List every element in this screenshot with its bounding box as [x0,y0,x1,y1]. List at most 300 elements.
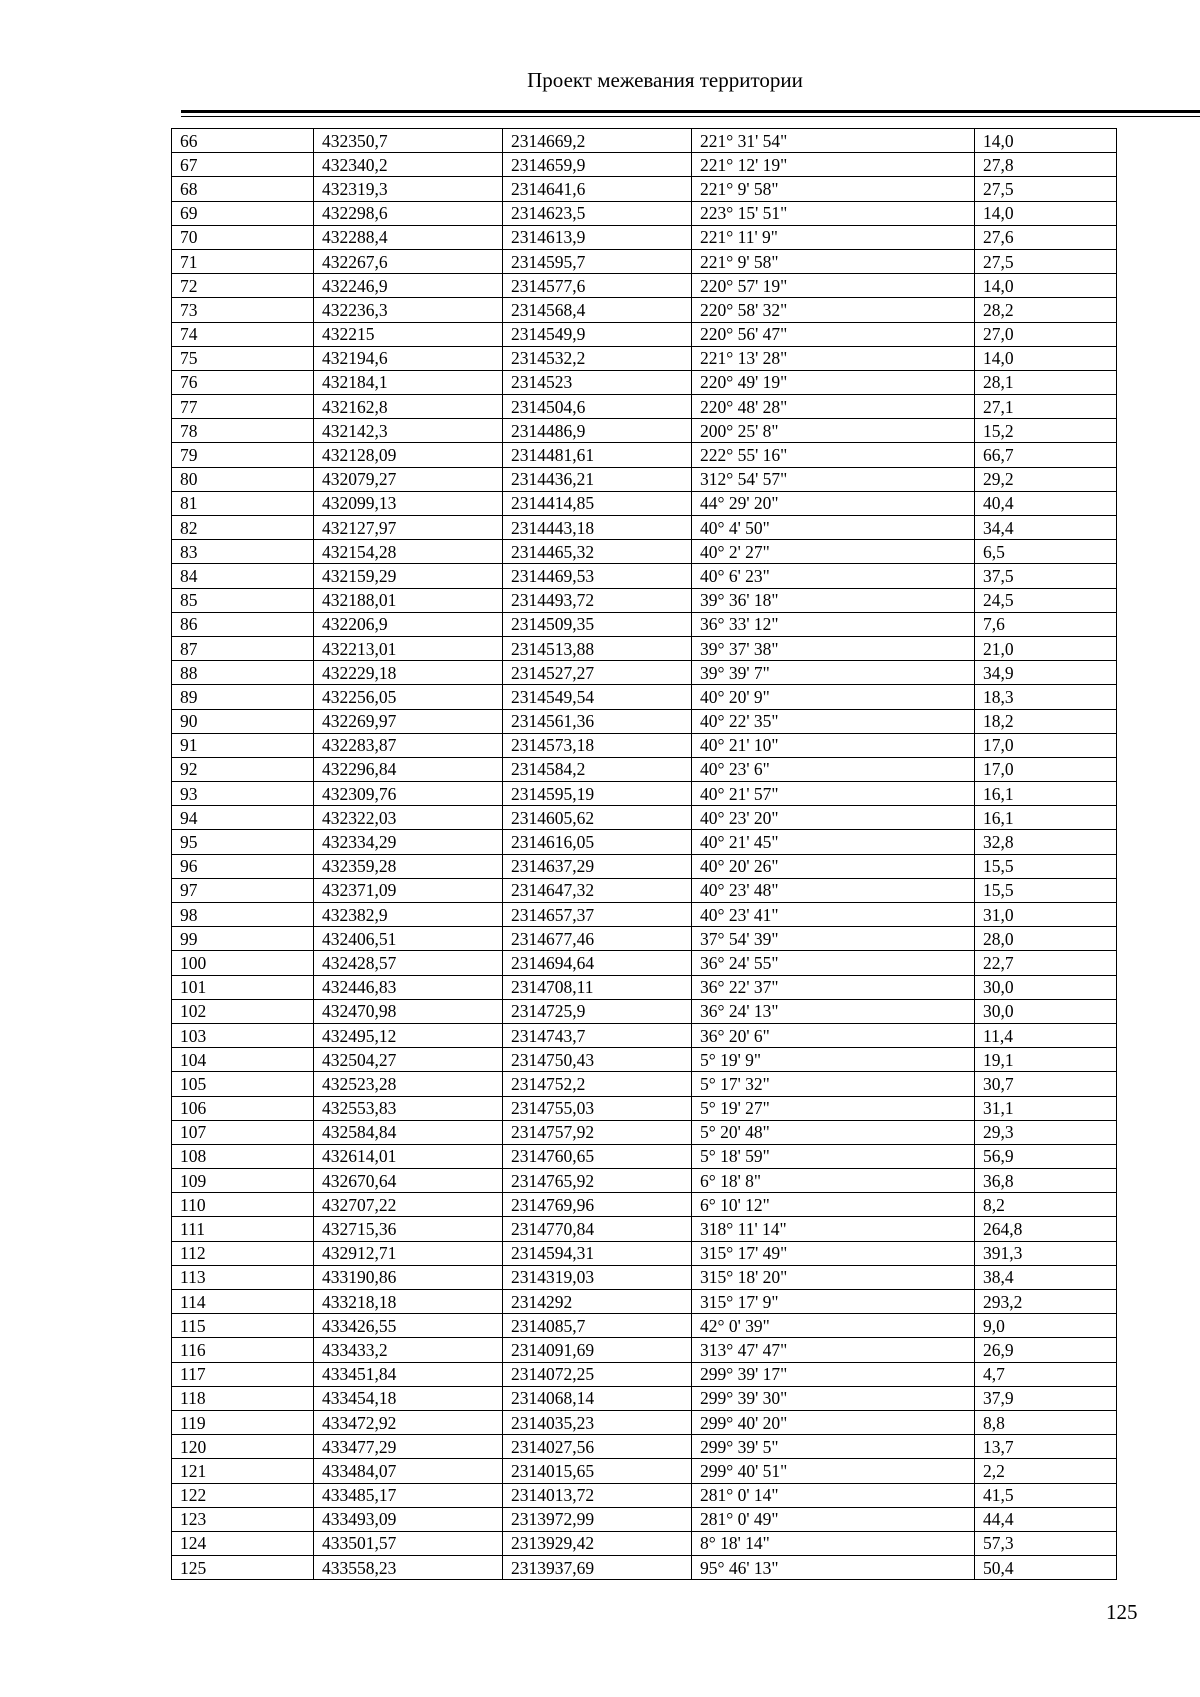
table-row [172,709,1117,733]
x-coordinate-cell: 433433,2 [314,1338,503,1362]
length-cell: 264,8 [975,1217,1117,1241]
direction-angle-cell: 39° 37' 38" [692,636,975,660]
point-number-cell: 107 [172,1120,314,1144]
y-coordinate-cell: 2314568,4 [503,298,692,322]
table-row [172,903,1117,927]
x-coordinate-cell: 432079,27 [314,467,503,491]
length-cell: 18,2 [975,709,1117,733]
table-row [172,1314,1117,1338]
direction-angle-cell: 36° 33' 12" [692,612,975,636]
x-coordinate-cell: 432229,18 [314,661,503,685]
point-number-cell: 122 [172,1483,314,1507]
table-row [172,1435,1117,1459]
x-coordinate-cell: 433501,57 [314,1531,503,1555]
table-row [172,370,1117,394]
page-header [0,68,1200,92]
length-cell: 11,4 [975,1023,1117,1047]
table-row [172,443,1117,467]
point-number-cell: 101 [172,975,314,999]
length-cell: 9,0 [975,1314,1117,1338]
point-number-cell: 83 [172,540,314,564]
direction-angle-cell: 5° 19' 27" [692,1096,975,1120]
x-coordinate-cell: 432283,87 [314,733,503,757]
point-number-cell: 114 [172,1290,314,1314]
table-row [172,757,1117,781]
point-number-cell: 90 [172,709,314,733]
y-coordinate-cell: 2314750,43 [503,1048,692,1072]
y-coordinate-cell: 2314708,11 [503,975,692,999]
y-coordinate-cell: 2314091,69 [503,1338,692,1362]
x-coordinate-cell: 433558,23 [314,1556,503,1580]
table-row [172,1144,1117,1168]
y-coordinate-cell: 2313972,99 [503,1507,692,1531]
length-cell: 6,5 [975,540,1117,564]
table-row [172,782,1117,806]
length-cell: 391,3 [975,1241,1117,1265]
length-cell: 34,9 [975,661,1117,685]
y-coordinate-cell: 2314637,29 [503,854,692,878]
x-coordinate-cell: 432194,6 [314,346,503,370]
direction-angle-cell: 315° 17' 49" [692,1241,975,1265]
length-cell: 50,4 [975,1556,1117,1580]
length-cell: 15,5 [975,878,1117,902]
direction-angle-cell: 299° 40' 51" [692,1459,975,1483]
direction-angle-cell: 36° 24' 13" [692,999,975,1023]
x-coordinate-cell: 432288,4 [314,225,503,249]
y-coordinate-cell: 2314594,31 [503,1241,692,1265]
length-cell: 8,8 [975,1410,1117,1434]
point-number-cell: 110 [172,1193,314,1217]
table-row [172,1023,1117,1047]
page-number: 125 [1106,1600,1138,1624]
table-row [172,975,1117,999]
point-number-cell: 123 [172,1507,314,1531]
table-row [172,830,1117,854]
length-cell: 4,7 [975,1362,1117,1386]
x-coordinate-cell: 432099,13 [314,491,503,515]
direction-angle-cell: 313° 47' 47" [692,1338,975,1362]
x-coordinate-cell: 433484,07 [314,1459,503,1483]
table-row [172,564,1117,588]
x-coordinate-cell: 433485,17 [314,1483,503,1507]
point-number-cell: 97 [172,878,314,902]
length-cell: 57,3 [975,1531,1117,1555]
y-coordinate-cell: 2314465,32 [503,540,692,564]
y-coordinate-cell: 2314573,18 [503,733,692,757]
table-row [172,540,1117,564]
point-number-cell: 118 [172,1386,314,1410]
x-coordinate-cell: 432267,6 [314,249,503,273]
direction-angle-cell: 220° 56' 47" [692,322,975,346]
x-coordinate-cell: 432406,51 [314,927,503,951]
length-cell: 21,0 [975,636,1117,660]
y-coordinate-cell: 2314072,25 [503,1362,692,1386]
table-row [172,612,1117,636]
y-coordinate-cell: 2313937,69 [503,1556,692,1580]
y-coordinate-cell: 2314757,92 [503,1120,692,1144]
length-cell: 15,5 [975,854,1117,878]
length-cell: 293,2 [975,1290,1117,1314]
direction-angle-cell: 315° 17' 9" [692,1290,975,1314]
point-number-cell: 100 [172,951,314,975]
direction-angle-cell: 40° 22' 35" [692,709,975,733]
point-number-cell: 112 [172,1241,314,1265]
length-cell: 30,0 [975,999,1117,1023]
direction-angle-cell: 40° 2' 27" [692,540,975,564]
point-number-cell: 98 [172,903,314,927]
table-row [172,854,1117,878]
direction-angle-cell: 44° 29' 20" [692,491,975,515]
point-number-cell: 75 [172,346,314,370]
header-rule-thin [181,116,1200,117]
y-coordinate-cell: 2314765,92 [503,1169,692,1193]
point-number-cell: 121 [172,1459,314,1483]
table-row [172,298,1117,322]
x-coordinate-cell: 433190,86 [314,1265,503,1289]
length-cell: 14,0 [975,274,1117,298]
length-cell: 27,5 [975,249,1117,273]
point-number-cell: 94 [172,806,314,830]
point-number-cell: 71 [172,249,314,273]
y-coordinate-cell: 2314493,72 [503,588,692,612]
table-row [172,1096,1117,1120]
length-cell: 14,0 [975,129,1117,153]
point-number-cell: 68 [172,177,314,201]
x-coordinate-cell: 432213,01 [314,636,503,660]
y-coordinate-cell: 2314669,2 [503,129,692,153]
table-row [172,1507,1117,1531]
length-cell: 32,8 [975,830,1117,854]
x-coordinate-cell: 432298,6 [314,201,503,225]
x-coordinate-cell: 432142,3 [314,419,503,443]
direction-angle-cell: 36° 24' 55" [692,951,975,975]
direction-angle-cell: 223° 15' 51" [692,201,975,225]
direction-angle-cell: 42° 0' 39" [692,1314,975,1338]
point-number-cell: 74 [172,322,314,346]
direction-angle-cell: 221° 11' 9" [692,225,975,249]
length-cell: 66,7 [975,443,1117,467]
point-number-cell: 73 [172,298,314,322]
direction-angle-cell: 40° 4' 50" [692,516,975,540]
y-coordinate-cell: 2314436,21 [503,467,692,491]
table-row [172,1193,1117,1217]
point-number-cell: 84 [172,564,314,588]
direction-angle-cell: 299° 39' 30" [692,1386,975,1410]
x-coordinate-cell: 432670,64 [314,1169,503,1193]
y-coordinate-cell: 2314561,36 [503,709,692,733]
direction-angle-cell: 40° 21' 57" [692,782,975,806]
y-coordinate-cell: 2314085,7 [503,1314,692,1338]
direction-angle-cell: 221° 31' 54" [692,129,975,153]
length-cell: 36,8 [975,1169,1117,1193]
x-coordinate-cell: 433472,92 [314,1410,503,1434]
header-rule-thick [181,110,1200,113]
table-row [172,661,1117,685]
direction-angle-cell: 299° 39' 17" [692,1362,975,1386]
table-row [172,878,1117,902]
y-coordinate-cell: 2314647,32 [503,878,692,902]
y-coordinate-cell: 2314319,03 [503,1265,692,1289]
length-cell: 13,7 [975,1435,1117,1459]
length-cell: 27,1 [975,395,1117,419]
x-coordinate-cell: 432912,71 [314,1241,503,1265]
y-coordinate-cell: 2314657,37 [503,903,692,927]
table-row [172,685,1117,709]
point-number-cell: 82 [172,516,314,540]
length-cell: 14,0 [975,346,1117,370]
direction-angle-cell: 220° 58' 32" [692,298,975,322]
y-coordinate-cell: 2314035,23 [503,1410,692,1434]
length-cell: 22,7 [975,951,1117,975]
table-row [172,1483,1117,1507]
table-row [172,516,1117,540]
length-cell: 16,1 [975,806,1117,830]
point-number-cell: 76 [172,370,314,394]
x-coordinate-cell: 432188,01 [314,588,503,612]
table-row [172,1338,1117,1362]
y-coordinate-cell: 2314443,18 [503,516,692,540]
point-number-cell: 120 [172,1435,314,1459]
y-coordinate-cell: 2314013,72 [503,1483,692,1507]
length-cell: 27,0 [975,322,1117,346]
y-coordinate-cell: 2314752,2 [503,1072,692,1096]
length-cell: 29,2 [975,467,1117,491]
length-cell: 29,3 [975,1120,1117,1144]
table-row [172,1386,1117,1410]
length-cell: 37,5 [975,564,1117,588]
length-cell: 31,0 [975,903,1117,927]
direction-angle-cell: 40° 21' 45" [692,830,975,854]
direction-angle-cell: 40° 20' 9" [692,685,975,709]
x-coordinate-cell: 432553,83 [314,1096,503,1120]
point-number-cell: 86 [172,612,314,636]
x-coordinate-cell: 432206,9 [314,612,503,636]
direction-angle-cell: 40° 23' 6" [692,757,975,781]
table-row [172,467,1117,491]
table-row [172,225,1117,249]
x-coordinate-cell: 432584,84 [314,1120,503,1144]
direction-angle-cell: 220° 57' 19" [692,274,975,298]
length-cell: 41,5 [975,1483,1117,1507]
direction-angle-cell: 221° 9' 58" [692,177,975,201]
y-coordinate-cell: 2314623,5 [503,201,692,225]
point-number-cell: 89 [172,685,314,709]
length-cell: 19,1 [975,1048,1117,1072]
x-coordinate-cell: 432159,29 [314,564,503,588]
table-row [172,274,1117,298]
x-coordinate-cell: 432322,03 [314,806,503,830]
length-cell: 17,0 [975,757,1117,781]
table-row [172,1169,1117,1193]
point-number-cell: 99 [172,927,314,951]
length-cell: 27,6 [975,225,1117,249]
length-cell: 31,1 [975,1096,1117,1120]
table-row [172,1072,1117,1096]
x-coordinate-cell: 433218,18 [314,1290,503,1314]
y-coordinate-cell: 2314527,27 [503,661,692,685]
direction-angle-cell: 220° 49' 19" [692,370,975,394]
x-coordinate-cell: 432246,9 [314,274,503,298]
length-cell: 40,4 [975,491,1117,515]
length-cell: 27,5 [975,177,1117,201]
length-cell: 18,3 [975,685,1117,709]
y-coordinate-cell: 2314743,7 [503,1023,692,1047]
direction-angle-cell: 220° 48' 28" [692,395,975,419]
point-number-cell: 91 [172,733,314,757]
y-coordinate-cell: 2314769,96 [503,1193,692,1217]
y-coordinate-cell: 2314659,9 [503,153,692,177]
direction-angle-cell: 5° 20' 48" [692,1120,975,1144]
y-coordinate-cell: 2314755,03 [503,1096,692,1120]
x-coordinate-cell: 432707,22 [314,1193,503,1217]
x-coordinate-cell: 432495,12 [314,1023,503,1047]
length-cell: 37,9 [975,1386,1117,1410]
point-number-cell: 117 [172,1362,314,1386]
x-coordinate-cell: 433451,84 [314,1362,503,1386]
direction-angle-cell: 281° 0' 49" [692,1507,975,1531]
point-number-cell: 92 [172,757,314,781]
coordinates-table-body [172,129,1117,1580]
table-row [172,1290,1117,1314]
y-coordinate-cell: 2314549,9 [503,322,692,346]
y-coordinate-cell: 2314015,65 [503,1459,692,1483]
x-coordinate-cell: 432715,36 [314,1217,503,1241]
direction-angle-cell: 40° 6' 23" [692,564,975,588]
y-coordinate-cell: 2314605,62 [503,806,692,830]
x-coordinate-cell: 432296,84 [314,757,503,781]
length-cell: 15,2 [975,419,1117,443]
y-coordinate-cell: 2314595,7 [503,249,692,273]
y-coordinate-cell: 2314486,9 [503,419,692,443]
table-row [172,395,1117,419]
x-coordinate-cell: 432470,98 [314,999,503,1023]
direction-angle-cell: 40° 23' 41" [692,903,975,927]
direction-angle-cell: 39° 36' 18" [692,588,975,612]
point-number-cell: 113 [172,1265,314,1289]
table-row [172,1362,1117,1386]
point-number-cell: 70 [172,225,314,249]
y-coordinate-cell: 2314504,6 [503,395,692,419]
table-row [172,201,1117,225]
point-number-cell: 77 [172,395,314,419]
x-coordinate-cell: 433493,09 [314,1507,503,1531]
direction-angle-cell: 40° 21' 10" [692,733,975,757]
table-row [172,999,1117,1023]
table-row [172,1120,1117,1144]
length-cell: 34,4 [975,516,1117,540]
direction-angle-cell: 312° 54' 57" [692,467,975,491]
y-coordinate-cell: 2314641,6 [503,177,692,201]
coordinates-table [171,128,1117,1580]
y-coordinate-cell: 2314523 [503,370,692,394]
length-cell: 30,0 [975,975,1117,999]
x-coordinate-cell: 432154,28 [314,540,503,564]
table-row [172,249,1117,273]
point-number-cell: 87 [172,636,314,660]
table-row [172,588,1117,612]
table-row [172,346,1117,370]
x-coordinate-cell: 432614,01 [314,1144,503,1168]
table-row [172,1048,1117,1072]
point-number-cell: 72 [172,274,314,298]
direction-angle-cell: 299° 39' 5" [692,1435,975,1459]
y-coordinate-cell: 2314532,2 [503,346,692,370]
direction-angle-cell: 36° 20' 6" [692,1023,975,1047]
direction-angle-cell: 40° 20' 26" [692,854,975,878]
length-cell: 26,9 [975,1338,1117,1362]
table-row [172,1459,1117,1483]
table-row [172,1556,1117,1580]
point-number-cell: 79 [172,443,314,467]
y-coordinate-cell: 2314068,14 [503,1386,692,1410]
y-coordinate-cell: 2314694,64 [503,951,692,975]
length-cell: 56,9 [975,1144,1117,1168]
point-number-cell: 116 [172,1338,314,1362]
x-coordinate-cell: 432350,7 [314,129,503,153]
direction-angle-cell: 221° 13' 28" [692,346,975,370]
table-row [172,419,1117,443]
direction-angle-cell: 222° 55' 16" [692,443,975,467]
point-number-cell: 81 [172,491,314,515]
y-coordinate-cell: 2314677,46 [503,927,692,951]
point-number-cell: 93 [172,782,314,806]
length-cell: 2,2 [975,1459,1117,1483]
table-row [172,177,1117,201]
point-number-cell: 96 [172,854,314,878]
x-coordinate-cell: 432359,28 [314,854,503,878]
point-number-cell: 104 [172,1048,314,1072]
length-cell: 27,8 [975,153,1117,177]
table-row [172,927,1117,951]
length-cell: 7,6 [975,612,1117,636]
y-coordinate-cell: 2314549,54 [503,685,692,709]
x-coordinate-cell: 432256,05 [314,685,503,709]
y-coordinate-cell: 2314760,65 [503,1144,692,1168]
table-row [172,322,1117,346]
length-cell: 44,4 [975,1507,1117,1531]
direction-angle-cell: 36° 22' 37" [692,975,975,999]
direction-angle-cell: 5° 19' 9" [692,1048,975,1072]
table-row [172,951,1117,975]
x-coordinate-cell: 432236,3 [314,298,503,322]
table-row [172,153,1117,177]
point-number-cell: 115 [172,1314,314,1338]
table-row [172,491,1117,515]
length-cell: 28,2 [975,298,1117,322]
direction-angle-cell: 299° 40' 20" [692,1410,975,1434]
x-coordinate-cell: 432446,83 [314,975,503,999]
length-cell: 28,0 [975,927,1117,951]
x-coordinate-cell: 432127,97 [314,516,503,540]
x-coordinate-cell: 432128,09 [314,443,503,467]
x-coordinate-cell: 432371,09 [314,878,503,902]
y-coordinate-cell: 2314513,88 [503,636,692,660]
point-number-cell: 124 [172,1531,314,1555]
y-coordinate-cell: 2314770,84 [503,1217,692,1241]
length-cell: 24,5 [975,588,1117,612]
direction-angle-cell: 39° 39' 7" [692,661,975,685]
table-row [172,1265,1117,1289]
y-coordinate-cell: 2314414,85 [503,491,692,515]
point-number-cell: 69 [172,201,314,225]
direction-angle-cell: 6° 18' 8" [692,1169,975,1193]
direction-angle-cell: 95° 46' 13" [692,1556,975,1580]
length-cell: 8,2 [975,1193,1117,1217]
direction-angle-cell: 40° 23' 48" [692,878,975,902]
x-coordinate-cell: 432215 [314,322,503,346]
y-coordinate-cell: 2313929,42 [503,1531,692,1555]
direction-angle-cell: 221° 9' 58" [692,249,975,273]
